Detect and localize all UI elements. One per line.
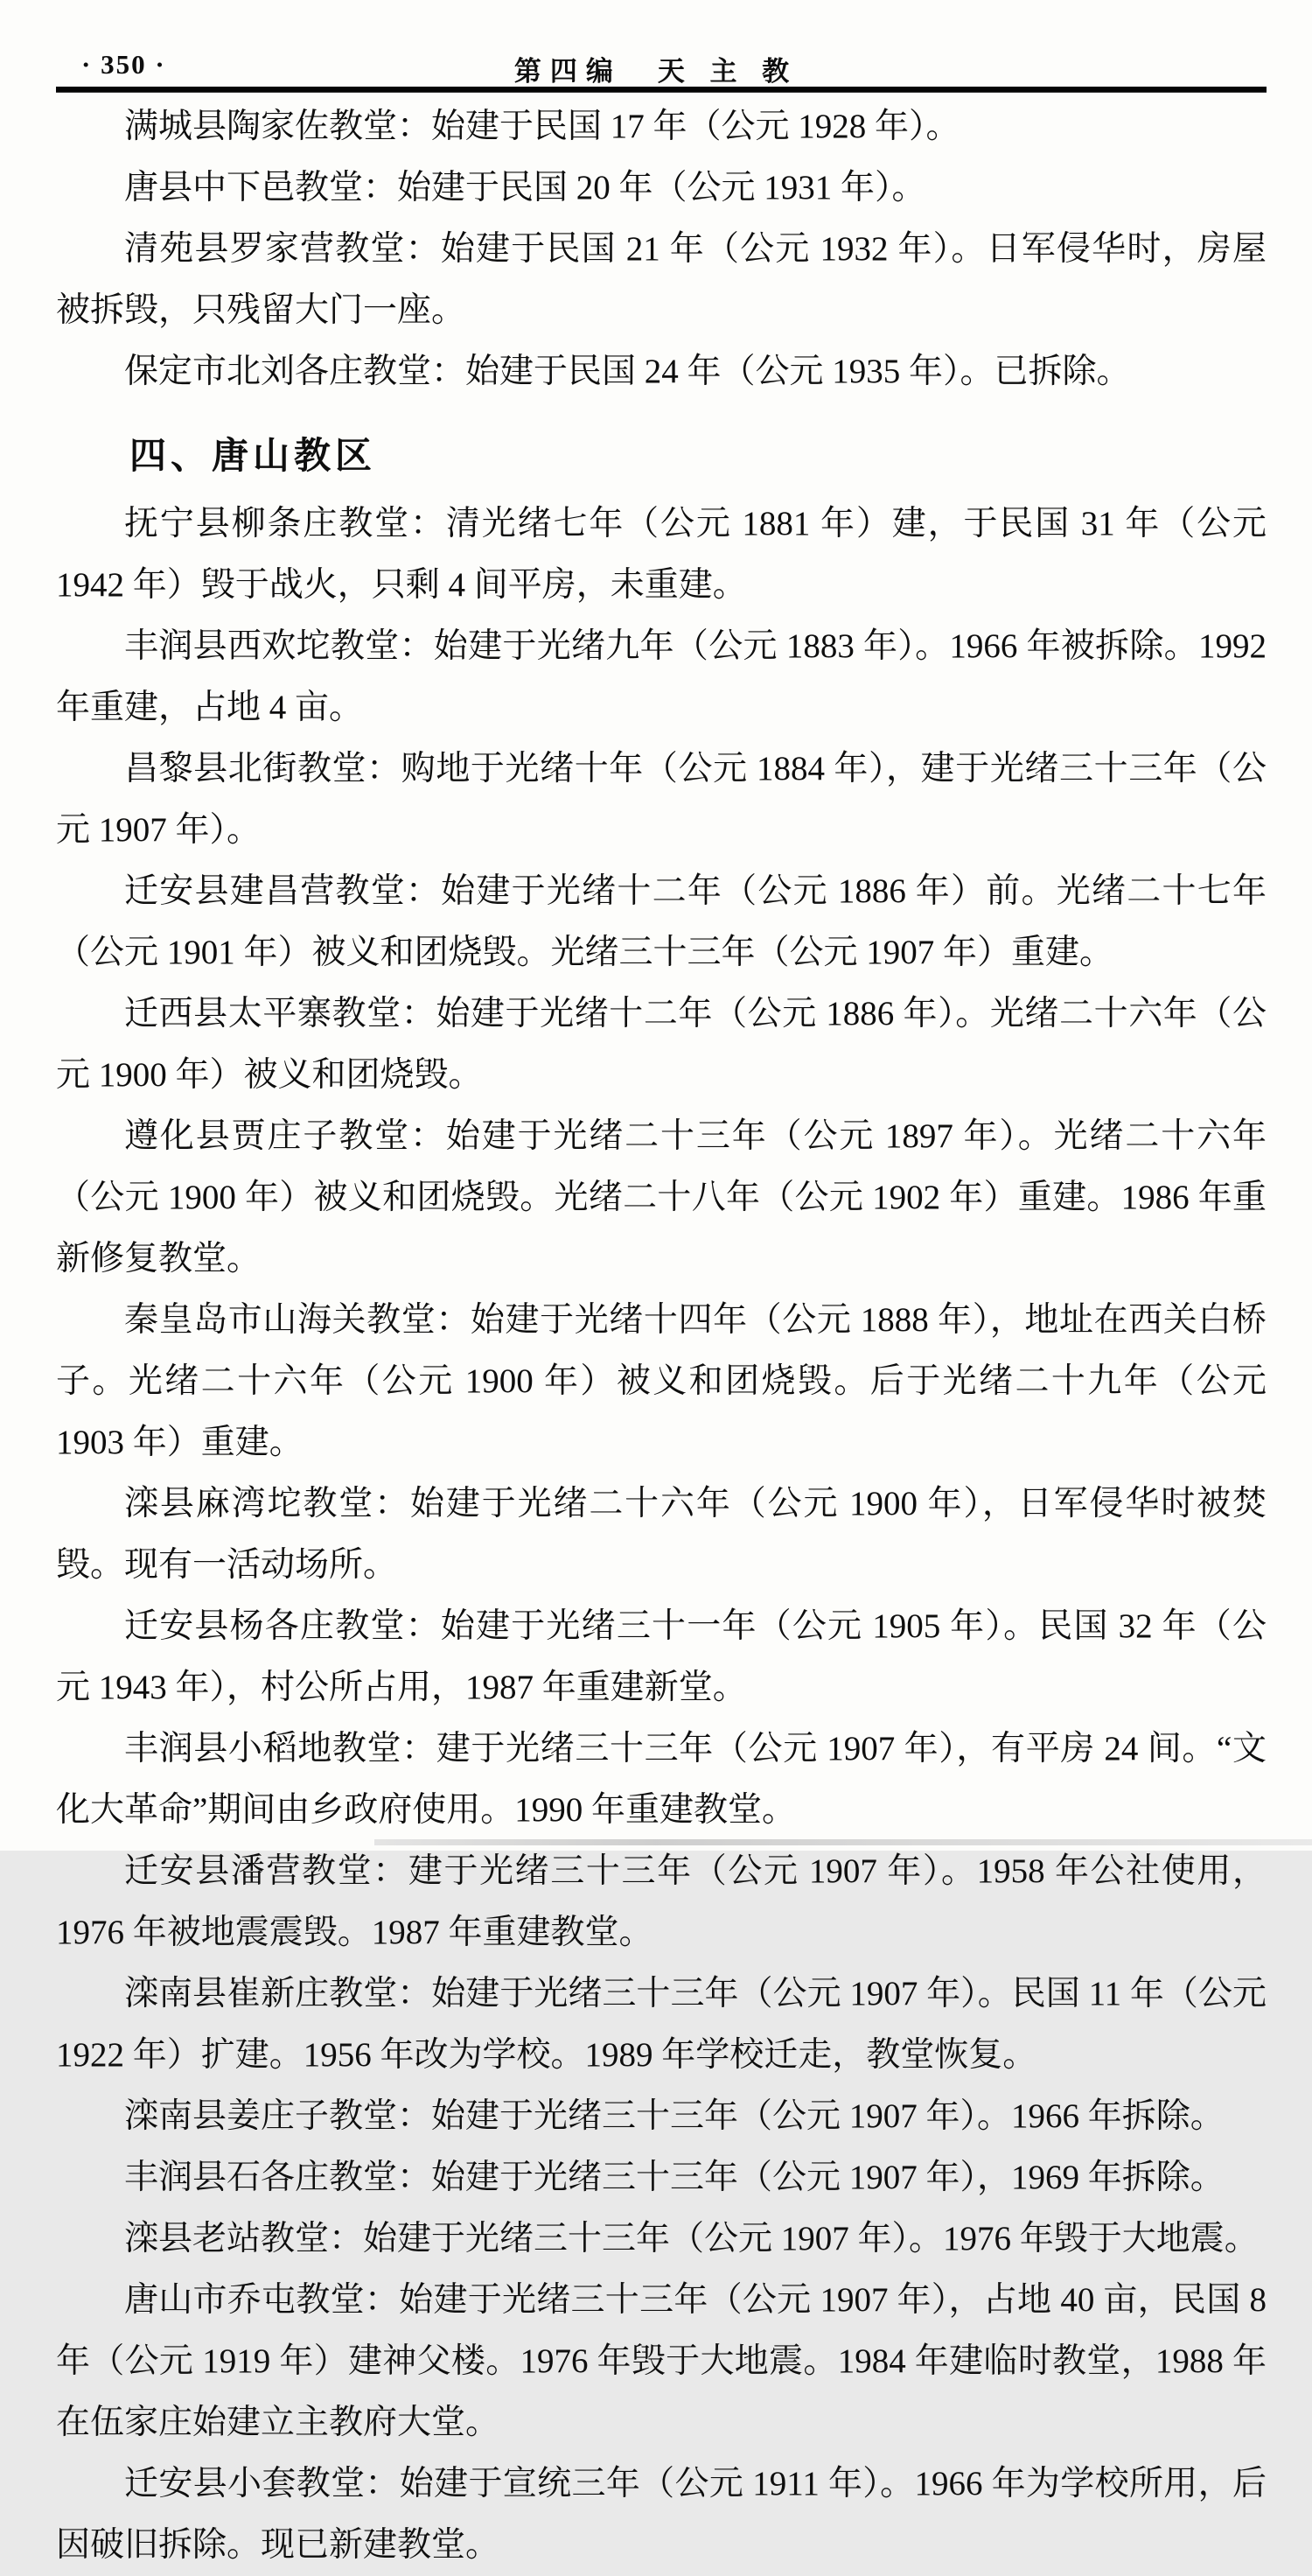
- paragraph: 秦皇岛市山海关教堂：始建于光绪十四年（公元 1888 年），地址在西关白桥子。光绪二十六年（公元 1900 年）被义和团烧毁。后于光绪二十九年（公元 1903 年）重建。: [56, 1301, 1267, 1461]
- paragraph: 保定市北刘各庄教堂：始建于民国 24 年（公元 1935 年）。已拆除。: [124, 353, 1131, 390]
- paragraph: 滦县老站教堂：始建于光绪三十三年（公元 1907 年）。1976 年毁于大地震。: [124, 2220, 1259, 2258]
- paragraph: 迁安县小套教堂：始建于宣统三年（公元 1911 年）。1966 年为学校所用，后因破旧拆除。现已新建教堂。: [56, 2465, 1267, 2564]
- paragraph: 迁安县潘营教堂：建于光绪三十三年（公元 1907 年）。1958 年公社使用，1976 年被地震震毁。1987 年重建教堂。: [56, 1852, 1267, 1951]
- paragraph: 丰润县西欢坨教堂：始建于光绪九年（公元 1883 年）。1966 年被拆除。1992 年重建，占地 4 亩。: [56, 627, 1267, 726]
- section-heading-tangshan-diocese: 四、唐山教区: [129, 435, 377, 476]
- scan-artifact: [374, 1839, 1312, 1845]
- paragraph: 唐山市乔屯教堂：始建于光绪三十三年（公元 1907 年），占地 40 亩，民国 8 年（公元 1919 年）建神父楼。1976 年毁于大地震。1984 年建临时教堂，1988 年在伍家庄始建立主教府大堂。: [56, 2281, 1267, 2441]
- paragraph: 滦南县崔新庄教堂：始建于光绪三十三年（公元 1907 年）。民国 11 年（公元 1922 年）扩建。1956 年改为学校。1989 年学校迁走，教堂恢复。: [56, 1975, 1267, 2074]
- paragraph: 遵化县贾庄子教堂：始建于光绪二十三年（公元 1897 年）。光绪二十六年（公元 1900 年）被义和团烧毁。光绪二十八年（公元 1902 年）重建。1986 年重新修复教堂。: [56, 1117, 1267, 1278]
- page-body: [56, 96, 1267, 2576]
- paragraph: 唐县中下邑教堂：始建于民国 20 年（公元 1931 年）。: [124, 169, 926, 206]
- page-number: · 350 ·: [81, 49, 166, 80]
- paragraph: 滦县麻湾坨教堂：始建于光绪二十六年（公元 1900 年），日军侵华时被焚毁。现有一活动场所。: [56, 1485, 1267, 1584]
- paragraph: 清苑县罗家营教堂：始建于民国 21 年（公元 1932 年）。日军侵华时，房屋被拆毁，只残留大门一座。: [56, 230, 1267, 329]
- header-rule: [56, 87, 1267, 93]
- paragraph: 满城县陶家佐教堂：始建于民国 17 年（公元 1928 年）。: [124, 108, 960, 145]
- paragraph: 丰润县石各庄教堂：始建于光绪三十三年（公元 1907 年），1969 年拆除。: [124, 2159, 1225, 2196]
- paragraph: 抚宁县柳条庄教堂：清光绪七年（公元 1881 年）建，于民国 31 年（公元 1942 年）毁于战火，只剩 4 间平房，未重建。: [56, 505, 1267, 604]
- running-header-title: 第四编 天 主 教: [513, 56, 799, 87]
- paragraph: 滦南县姜庄子教堂：始建于光绪三十三年（公元 1907 年）。1966 年拆除。: [124, 2097, 1225, 2135]
- paragraph: 迁西县太平寨教堂：始建于光绪十二年（公元 1886 年）。光绪二十六年（公元 1900 年）被义和团烧毁。: [56, 995, 1267, 1094]
- paragraph: 丰润县小稻地教堂：建于光绪三十三年（公元 1907 年），有平房 24 间。“文化大革命”期间由乡政府使用。1990 年重建教堂。: [56, 1730, 1267, 1829]
- paragraph: 昌黎县北街教堂：购地于光绪十年（公元 1884 年），建于光绪三十三年（公元 1907 年）。: [56, 750, 1267, 849]
- page-header: [0, 49, 1312, 88]
- paragraph: 迁安县杨各庄教堂：始建于光绪三十一年（公元 1905 年）。民国 32 年（公元 1943 年），村公所占用，1987 年重建新堂。: [56, 1607, 1267, 1706]
- paragraph: 迁安县建昌营教堂：始建于光绪十二年（公元 1886 年）前。光绪二十七年（公元 1901 年）被义和团烧毁。光绪三十三年（公元 1907 年）重建。: [56, 872, 1267, 971]
